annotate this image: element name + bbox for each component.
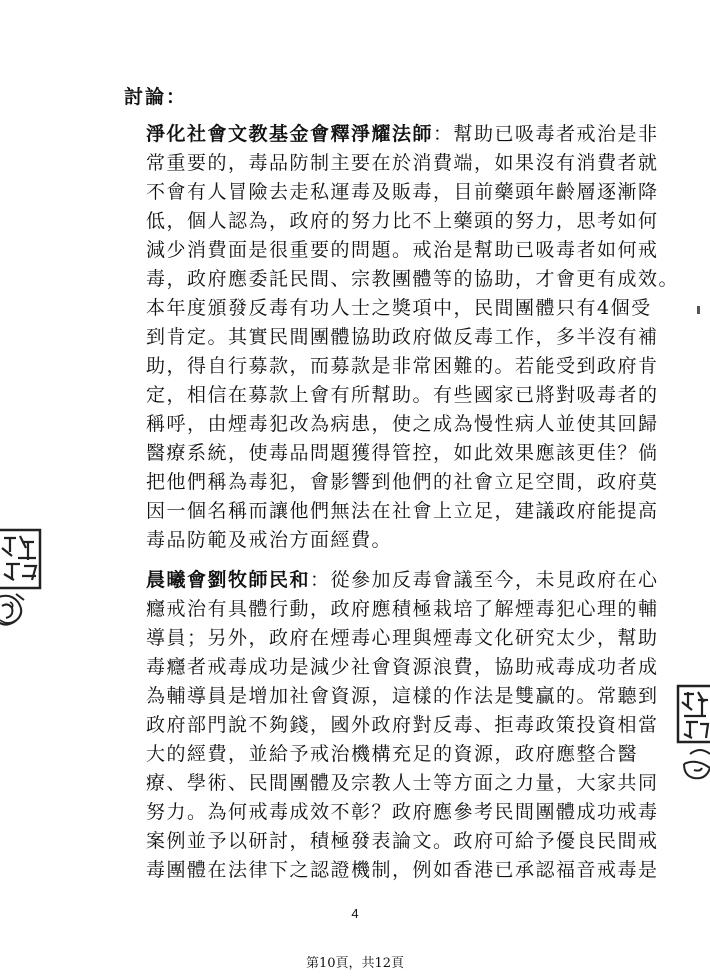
paragraph-line: 到肯定。其實民間團體協助政府做反毒工作，多半沒有補 bbox=[146, 326, 659, 348]
paragraph-line: 毒，政府應委託民間、宗教團體等的協助，才會更有成效。 bbox=[146, 268, 680, 290]
paragraph-line: 低，個人認為，政府的努力比不上藥頭的努力，思考如何 bbox=[146, 210, 659, 232]
paragraph-line: 努力。為何戒毒成效不彰？政府應參考民間團體成功戒毒 bbox=[146, 801, 659, 823]
paragraph-line: 政府部門說不夠錢，國外政府對反毒、拒毒政策投資相當 bbox=[146, 714, 659, 736]
paragraph-line: 不會有人冒險去走私運毒及販毒，目前藥頭年齡層逐漸降 bbox=[146, 181, 659, 203]
paragraph-line: 稱呼，由煙毒犯改為病患，使之成為慢性病人並使其回歸 bbox=[146, 413, 659, 435]
paragraph-line: 把他們稱為毒犯，會影響到他們的社會立足空間，政府莫 bbox=[146, 471, 659, 493]
paragraph-line: 導員；另外，政府在煙毒心理與煙毒文化研究太少，幫助 bbox=[146, 627, 659, 649]
paragraph-line: 案例並予以研討，積極發表論文。政府可給予優良民間戒 bbox=[146, 830, 659, 852]
paragraph-line: 晨曦會劉牧師民和：從參加反毒會議至今，未見政府在心 bbox=[146, 569, 659, 591]
speaker-name: 淨化社會文教基金會釋淨耀法師 bbox=[146, 123, 434, 145]
paragraph-line: 癮戒治有具體行動，政府應積極栽培了解煙毒犯心理的輔 bbox=[146, 598, 659, 620]
paragraph-line: 為輔導員是增加社會資源，這樣的作法是雙贏的。常聽到 bbox=[146, 685, 659, 707]
paragraph-1 bbox=[146, 120, 680, 555]
paragraph-line: 本年度頒發反毒有功人士之獎項中，民間團體只有4個受 bbox=[146, 297, 652, 319]
paragraph-line: 療、學術、民間團體及宗教人士等方面之力量，大家共同 bbox=[146, 772, 659, 794]
paragraph-line: 大的經費，並給予戒治機構充足的資源，政府應整合醫 bbox=[146, 743, 639, 765]
paragraph-line: 毒品防範及戒治方面經費。 bbox=[146, 529, 393, 551]
paragraph-line: 毒癮者戒毒成功是減少社會資源浪費，協助戒毒成功者成 bbox=[146, 656, 659, 678]
paragraph-line: 因一個名稱而讓他們無法在社會上立足，建議政府能提高 bbox=[146, 500, 659, 522]
paragraph-line: 定，相信在募款上會有所幫助。有些國家已將對吸毒者的 bbox=[146, 384, 659, 406]
page-footer: 第10頁，共12頁 bbox=[305, 956, 405, 971]
margin-mark bbox=[697, 306, 700, 314]
left-seal-stamp bbox=[0, 528, 44, 632]
speaker-name: 晨曦會劉牧師民和 bbox=[146, 569, 311, 591]
discussion-heading: 討論： bbox=[124, 86, 188, 108]
right-seal-stamp bbox=[670, 684, 710, 786]
paragraph-line: 助，得自行募款，而募款是非常困難的。若能受到政府肯 bbox=[146, 355, 659, 377]
paragraph-2 bbox=[146, 566, 659, 885]
paragraph-line: 毒團體在法律下之認證機制，例如香港已承認福音戒毒是 bbox=[146, 859, 659, 881]
paragraph-line: 醫療系統，使毒品問題獲得管控，如此效果應該更佳？倘 bbox=[146, 442, 659, 464]
paragraph-line: 常重要的，毒品防制主要在於消費端，如果沒有消費者就 bbox=[146, 152, 659, 174]
paragraph-line: 減少消費面是很重要的問題。戒治是幫助已吸毒者如何戒 bbox=[146, 239, 659, 261]
paragraph-line: 淨化社會文教基金會釋淨耀法師：幫助已吸毒者戒治是非 bbox=[146, 123, 659, 145]
page-number: 4 bbox=[351, 906, 359, 921]
